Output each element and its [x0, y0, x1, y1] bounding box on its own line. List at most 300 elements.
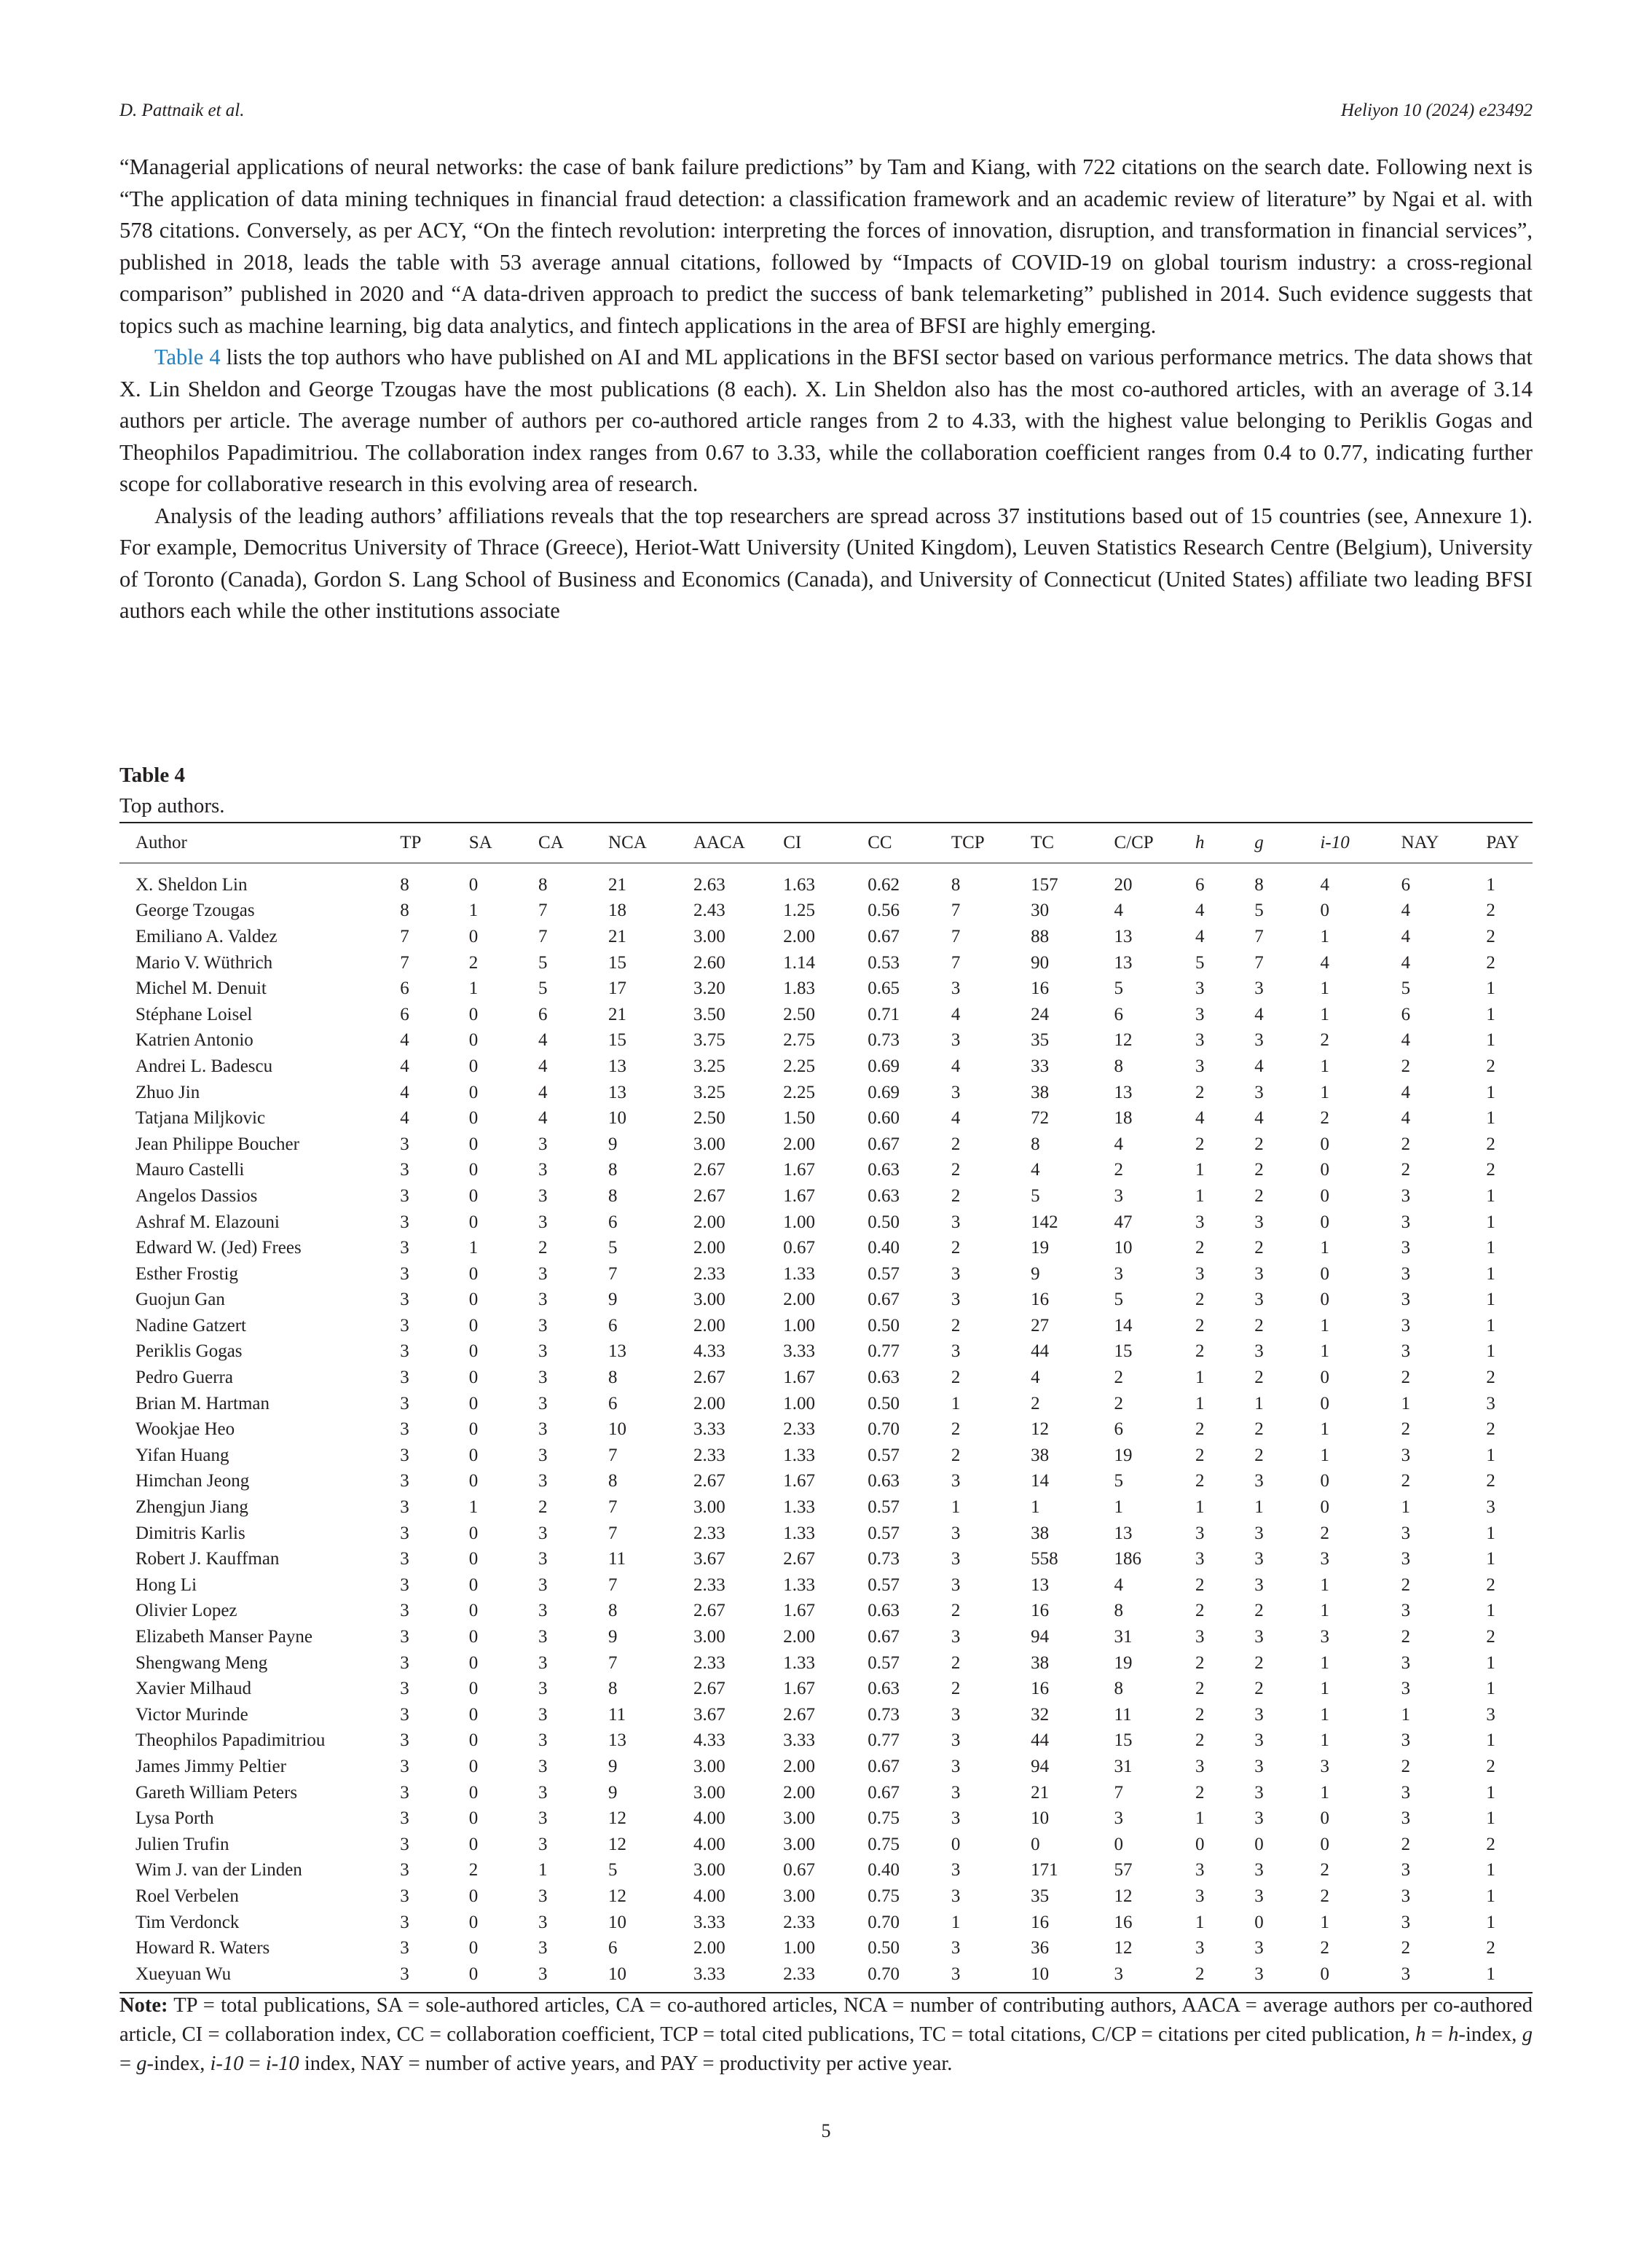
- metric-cell: 3: [384, 1961, 453, 1993]
- column-header-tcp: TCP: [935, 823, 1015, 863]
- metric-cell: 0.57: [868, 1652, 900, 1673]
- metric-cell: 3.25: [693, 1056, 725, 1076]
- metric-cell: 9: [608, 1756, 618, 1776]
- metric-cell: 2.67: [693, 1368, 725, 1388]
- metric-cell: 1: [1320, 1445, 1329, 1465]
- table-row: [119, 1158, 1533, 1184]
- metric-cell: 1.00: [783, 1393, 815, 1413]
- metric-cell: 3: [538, 1808, 548, 1829]
- metric-cell: 3: [538, 1886, 548, 1906]
- metric-cell: 3: [1254, 1808, 1264, 1829]
- metric-cell: 2.00: [783, 926, 815, 946]
- metric-cell: 8: [1254, 874, 1264, 895]
- metric-cell: 2.33: [767, 1961, 851, 1993]
- metric-cell: 3: [1195, 1263, 1205, 1284]
- author-name-cell: Wim J. van der Linden: [135, 1860, 302, 1881]
- metric-cell: 0.57: [868, 1263, 900, 1284]
- metric-cell: 1: [1401, 1497, 1411, 1518]
- metric-cell: 3: [1401, 1886, 1411, 1906]
- metric-cell: 0: [468, 1160, 479, 1180]
- metric-cell: 7: [1254, 952, 1264, 973]
- metric-cell: 3: [1195, 979, 1205, 999]
- metric-cell: 19: [1031, 1238, 1050, 1258]
- table-4-link[interactable]: Table 4: [154, 345, 221, 369]
- metric-cell: 0.67: [868, 1782, 900, 1803]
- metric-cell: 2.67: [693, 1679, 725, 1699]
- metric-cell: 3: [538, 1912, 548, 1932]
- metric-cell: 0.57: [868, 1574, 900, 1595]
- metric-cell: 3: [1195, 1030, 1205, 1051]
- metric-cell: 0.56: [868, 901, 900, 921]
- author-name-cell: Pedro Guerra: [135, 1368, 233, 1388]
- metric-cell: 0: [1254, 1912, 1264, 1932]
- metric-cell: 3: [1320, 1627, 1329, 1647]
- table-row: [119, 1780, 1533, 1806]
- metric-cell: 4: [1320, 952, 1329, 973]
- metric-cell: 1: [1320, 979, 1329, 999]
- metric-cell: 2: [1114, 1160, 1124, 1180]
- metric-cell: 0: [468, 1212, 479, 1232]
- metric-cell: 3: [1254, 1782, 1264, 1803]
- metric-cell: 0.70: [851, 1961, 935, 1993]
- metric-cell: 15: [608, 1030, 627, 1051]
- metric-cell: 10: [608, 1419, 627, 1440]
- metric-cell: 3.00: [693, 1627, 725, 1647]
- metric-cell: 21: [608, 1004, 627, 1024]
- metric-cell: 3: [1401, 1549, 1411, 1569]
- metric-cell: 3: [538, 1393, 548, 1413]
- metric-cell: 3: [1401, 1290, 1411, 1310]
- metric-cell: 8: [608, 1368, 618, 1388]
- table-row: [119, 1391, 1533, 1417]
- metric-cell: 0: [468, 1290, 479, 1310]
- author-name-cell: Himchan Jeong: [135, 1471, 250, 1491]
- metric-cell: 0: [1320, 1212, 1329, 1232]
- author-name-cell: Stéphane Loisel: [135, 1004, 253, 1024]
- metric-cell: 1: [1486, 1315, 1495, 1336]
- metric-cell: 94: [1031, 1627, 1050, 1647]
- metric-cell: 2: [1031, 1393, 1040, 1413]
- paragraph-2: [119, 342, 1533, 501]
- metric-cell: 1: [468, 1497, 479, 1518]
- metric-cell: 3: [400, 1238, 409, 1258]
- metric-cell: 0.67: [868, 926, 900, 946]
- metric-cell: 2.33: [693, 1652, 725, 1673]
- metric-cell: 1: [1486, 1030, 1495, 1051]
- table-row: [119, 1339, 1533, 1365]
- metric-cell: 2: [1320, 1860, 1329, 1881]
- metric-cell: 2: [538, 1238, 548, 1258]
- metric-cell: 0: [1320, 1834, 1329, 1854]
- metric-cell: 0.62: [868, 874, 900, 895]
- column-header-cc: CC: [851, 823, 935, 863]
- metric-cell: 5: [1254, 901, 1264, 921]
- header-journal: Heliyon 10 (2024) e23492: [1340, 101, 1533, 120]
- metric-cell: 157: [1031, 874, 1058, 895]
- author-name-cell: Yifan Huang: [135, 1445, 229, 1465]
- author-name-cell: Edward W. (Jed) Frees: [135, 1238, 302, 1258]
- metric-cell: 1: [1486, 1679, 1495, 1699]
- metric-cell: 1.67: [783, 1679, 815, 1699]
- metric-cell: 3.00: [693, 1290, 725, 1310]
- metric-cell: 4: [1031, 1160, 1040, 1180]
- metric-cell: 3: [400, 1782, 409, 1803]
- metric-cell: 3: [1254, 1030, 1264, 1051]
- metric-cell: 3: [400, 1704, 409, 1725]
- metric-cell: 16: [1031, 1679, 1050, 1699]
- metric-cell: 2: [1254, 1445, 1264, 1465]
- metric-cell: 31: [1114, 1756, 1133, 1776]
- metric-cell: 47: [1114, 1212, 1133, 1232]
- metric-cell: 4: [400, 1030, 409, 1051]
- table-caption: [119, 760, 225, 821]
- metric-cell: 0.69: [868, 1056, 900, 1076]
- metric-cell: 13: [1114, 926, 1133, 946]
- metric-cell: 2: [1254, 1160, 1264, 1180]
- metric-cell: 3: [1486, 1497, 1495, 1518]
- metric-cell: 38: [1031, 1652, 1050, 1673]
- metric-cell: 0: [468, 1004, 479, 1024]
- metric-cell: 12: [1114, 1938, 1133, 1958]
- metric-cell: 3.33: [693, 1912, 725, 1932]
- metric-cell: 0: [1304, 1961, 1385, 1993]
- author-name-cell: Ashraf M. Elazouni: [135, 1212, 280, 1232]
- table-row: [119, 1805, 1533, 1832]
- metric-cell: 3.67: [693, 1704, 725, 1725]
- metric-cell: 3: [1385, 1961, 1471, 1993]
- table-row: [119, 1287, 1533, 1314]
- metric-cell: 3: [1320, 1549, 1329, 1569]
- metric-cell: 3.33: [783, 1730, 815, 1751]
- metric-cell: 3: [400, 1912, 409, 1932]
- metric-cell: 2.67: [783, 1549, 815, 1569]
- table-row: [119, 863, 1533, 898]
- metric-cell: 2: [1486, 901, 1495, 921]
- metric-cell: 2.67: [693, 1601, 725, 1621]
- metric-cell: 0: [1254, 1834, 1264, 1854]
- metric-cell: 4: [1401, 1030, 1411, 1051]
- metric-cell: 3: [1195, 1056, 1205, 1076]
- metric-cell: 3: [1254, 1704, 1264, 1725]
- metric-cell: 2: [1254, 1185, 1264, 1206]
- metric-cell: 90: [1031, 952, 1050, 973]
- metric-cell: 1: [1486, 1782, 1495, 1803]
- metric-cell: 3: [1254, 1212, 1264, 1232]
- column-header-tp: TP: [384, 823, 453, 863]
- metric-cell: 2.50: [783, 1004, 815, 1024]
- metric-cell: 1: [1320, 1315, 1329, 1336]
- metric-cell: 0: [468, 1627, 479, 1647]
- metric-cell: 4: [400, 1082, 409, 1102]
- metric-cell: 558: [1031, 1549, 1058, 1569]
- metric-cell: 3: [538, 1263, 548, 1284]
- author-name-cell: James Jimmy Peltier: [135, 1756, 286, 1776]
- metric-cell: 9: [608, 1782, 618, 1803]
- metric-cell: 2: [468, 1860, 479, 1881]
- metric-cell: 44: [1031, 1341, 1050, 1362]
- metric-cell: 1: [1486, 1290, 1495, 1310]
- metric-cell: 16: [1031, 979, 1050, 999]
- metric-cell: 2: [1195, 1341, 1205, 1362]
- metric-cell: 8: [1114, 1056, 1124, 1076]
- metric-cell: 13: [608, 1056, 627, 1076]
- metric-cell: 0.77: [868, 1730, 900, 1751]
- metric-cell: 13: [608, 1341, 627, 1362]
- metric-cell: 12: [1031, 1419, 1050, 1440]
- metric-cell: 2: [951, 1445, 961, 1465]
- metric-cell: 3: [522, 1961, 592, 1993]
- metric-cell: 5: [1401, 979, 1411, 999]
- metric-cell: 2: [1486, 1368, 1495, 1388]
- metric-cell: 3: [951, 1574, 961, 1595]
- table-header-row: [119, 823, 1533, 863]
- metric-cell: 0: [468, 1756, 479, 1776]
- metric-cell: 0.57: [868, 1497, 900, 1518]
- metric-cell: 9: [608, 1134, 618, 1154]
- author-name-cell: Xavier Milhaud: [135, 1679, 251, 1699]
- note-text: TP = total publications, SA = sole-authored articles, CA = co-authored articles, NCA = number of contributing authors, AACA = average authors per co-authored article, CI = collaboration index, CC = collaboration coefficient, TCP = total cited publications, TC = total citations, C/CP = citations per cited publication, h = h-index, g = g-index, i-10 = i-10 index, NAY = number of active years, and PAY = productivity per active year.: [119, 1994, 1533, 2075]
- metric-cell: 1.83: [783, 979, 815, 999]
- metric-cell: 2: [1401, 1574, 1411, 1595]
- metric-cell: 3.33: [783, 1341, 815, 1362]
- metric-cell: 2.00: [783, 1290, 815, 1310]
- column-header-ci: CI: [767, 823, 851, 863]
- metric-cell: 3.00: [783, 1808, 815, 1829]
- metric-cell: 2: [1401, 1419, 1411, 1440]
- metric-cell: 2: [1195, 1782, 1205, 1803]
- metric-cell: 0.50: [868, 1938, 900, 1958]
- metric-cell: 0.50: [868, 1212, 900, 1232]
- metric-cell: 2: [1254, 1238, 1264, 1258]
- metric-cell: 3: [1401, 1263, 1411, 1284]
- metric-cell: 2.00: [783, 1134, 815, 1154]
- table-row: [119, 1209, 1533, 1236]
- metric-cell: 35: [1031, 1030, 1050, 1051]
- metric-cell: 38: [1031, 1082, 1050, 1102]
- metric-cell: 2.00: [693, 1238, 725, 1258]
- column-header-sa: SA: [453, 823, 522, 863]
- author-name-cell: Zhuo Jin: [135, 1082, 200, 1102]
- metric-cell: 2: [1320, 1108, 1329, 1129]
- metric-cell: 0: [468, 1679, 479, 1699]
- metric-cell: 3.00: [693, 1860, 725, 1881]
- metric-cell: 1: [1486, 1601, 1495, 1621]
- metric-cell: 2: [951, 1419, 961, 1440]
- metric-cell: 0: [468, 1549, 479, 1569]
- metric-cell: 10: [1114, 1238, 1133, 1258]
- metric-cell: 7: [1254, 926, 1264, 946]
- metric-cell: 36: [1031, 1938, 1050, 1958]
- metric-cell: 19: [1114, 1652, 1133, 1673]
- metric-cell: 24: [1031, 1004, 1050, 1024]
- metric-cell: 3.33: [693, 1419, 725, 1440]
- metric-cell: 3: [538, 1212, 548, 1232]
- metric-cell: 3: [1486, 1393, 1495, 1413]
- metric-cell: 3: [400, 1886, 409, 1906]
- author-name-cell: Shengwang Meng: [135, 1652, 268, 1673]
- metric-cell: 1.67: [783, 1185, 815, 1206]
- metric-cell: 2: [1254, 1652, 1264, 1673]
- metric-cell: 1: [1486, 1549, 1495, 1569]
- metric-cell: 13: [1114, 952, 1133, 973]
- metric-cell: 1.00: [783, 1938, 815, 1958]
- metric-cell: 1: [1320, 1704, 1329, 1725]
- metric-cell: 0: [468, 1574, 479, 1595]
- metric-cell: 0.63: [868, 1601, 900, 1621]
- metric-cell: 3: [1114, 1263, 1124, 1284]
- metric-cell: 11: [1114, 1704, 1132, 1725]
- metric-cell: 3: [400, 1160, 409, 1180]
- metric-cell: 3: [538, 1445, 548, 1465]
- metric-cell: 4: [400, 1056, 409, 1076]
- metric-cell: 0.40: [868, 1238, 900, 1258]
- table-row: [119, 976, 1533, 1002]
- metric-cell: 3: [1254, 1341, 1264, 1362]
- metric-cell: 2: [1320, 1030, 1329, 1051]
- metric-cell: 2: [538, 1497, 548, 1518]
- metric-cell: 1: [951, 1497, 961, 1518]
- metric-cell: 0.67: [868, 1627, 900, 1647]
- body-text: [119, 152, 1533, 627]
- column-header-nca: NCA: [592, 823, 677, 863]
- metric-cell: 0.57: [868, 1523, 900, 1543]
- metric-cell: 2: [951, 1601, 961, 1621]
- metric-cell: 2.33: [783, 1419, 815, 1440]
- metric-cell: 4.33: [693, 1730, 725, 1751]
- metric-cell: 2.60: [693, 952, 725, 973]
- metric-cell: 1.25: [783, 901, 815, 921]
- metric-cell: 94: [1031, 1756, 1050, 1776]
- table-title: Top authors.: [119, 794, 225, 817]
- metric-cell: 0.75: [868, 1886, 900, 1906]
- metric-cell: 12: [608, 1886, 627, 1906]
- page-number: 5: [821, 2120, 831, 2141]
- metric-cell: 4: [1114, 1574, 1124, 1595]
- metric-cell: 2: [1401, 1627, 1411, 1647]
- paragraph-2-text: lists the top authors who have published on AI and ML applications in the BFSI sector based on various performance metrics. The data shows that X. Lin Sheldon and George Tzougas have the most publications (8 each). X. Lin Sheldon also has the most co-authored articles, with an average of 3.14 authors per article. The average number of authors per co-authored article ranges from 2 to 4.33, with the highest value belonging to Periklis Gogas and Theophilos Papadimitriou. The collaboration index ranges from 0.67 to 3.33, while the collaboration coefficient ranges from 0.4 to 0.77, indicating further scope for collaborative research in this evolving area of research.: [119, 345, 1533, 496]
- metric-cell: 3: [951, 1782, 961, 1803]
- metric-cell: 3: [951, 1471, 961, 1491]
- metric-cell: 2: [1254, 1368, 1264, 1388]
- metric-cell: 3: [400, 1808, 409, 1829]
- metric-cell: 1.33: [783, 1523, 815, 1543]
- metric-cell: 3: [400, 1652, 409, 1673]
- metric-cell: 2: [1486, 952, 1495, 973]
- metric-cell: 3: [538, 1368, 548, 1388]
- metric-cell: 8: [538, 874, 548, 895]
- metric-cell: 2: [1401, 1134, 1411, 1154]
- metric-cell: 1: [1320, 926, 1329, 946]
- table-row: [119, 1105, 1533, 1132]
- metric-cell: 1: [1195, 1368, 1205, 1388]
- metric-cell: 0: [1320, 1368, 1329, 1388]
- metric-cell: 1: [468, 1238, 479, 1258]
- metric-cell: 0: [468, 1368, 479, 1388]
- metric-cell: 7: [608, 1497, 618, 1518]
- author-name-cell: Victor Murinde: [135, 1704, 248, 1725]
- metric-cell: 2: [951, 1368, 961, 1388]
- metric-cell: 0.67: [868, 1756, 900, 1776]
- metric-cell: 0.63: [868, 1368, 900, 1388]
- metric-cell: 1: [1486, 1808, 1495, 1829]
- metric-cell: 2: [951, 1315, 961, 1336]
- metric-cell: 3: [1401, 1601, 1411, 1621]
- metric-cell: 6: [1401, 874, 1411, 895]
- metric-cell: 16: [1114, 1912, 1133, 1932]
- metric-cell: 7: [538, 926, 548, 946]
- metric-cell: 13: [1114, 1082, 1133, 1102]
- metric-cell: 3: [951, 1886, 961, 1906]
- author-name-cell: Theophilos Papadimitriou: [135, 1730, 326, 1751]
- metric-cell: 0.63: [868, 1679, 900, 1699]
- metric-cell: 6: [538, 1004, 548, 1024]
- metric-cell: 0: [1320, 1497, 1329, 1518]
- metric-cell: 3: [400, 1368, 409, 1388]
- metric-cell: 2: [1401, 1160, 1411, 1180]
- metric-cell: 2: [1401, 1756, 1411, 1776]
- metric-cell: 10: [608, 1912, 627, 1932]
- metric-cell: 3: [951, 1704, 961, 1725]
- metric-cell: 15: [1114, 1730, 1133, 1751]
- metric-cell: 2.43: [693, 901, 725, 921]
- metric-cell: 0.63: [868, 1160, 900, 1180]
- metric-cell: 44: [1031, 1730, 1050, 1751]
- table-row: [119, 1883, 1533, 1910]
- author-name-cell: Gareth William Peters: [135, 1782, 298, 1803]
- metric-cell: 1: [1195, 1160, 1205, 1180]
- metric-cell: 3: [400, 1185, 409, 1206]
- metric-cell: 3: [1254, 1627, 1264, 1647]
- metric-cell: 3: [951, 1549, 961, 1569]
- column-header-c-cp: C/CP: [1098, 823, 1179, 863]
- metric-cell: 3: [538, 1679, 548, 1699]
- table-row: [119, 1935, 1533, 1961]
- metric-cell: 2.25: [783, 1082, 815, 1102]
- metric-cell: 3.00: [693, 1497, 725, 1518]
- metric-cell: 2.67: [693, 1185, 725, 1206]
- metric-cell: 7: [608, 1652, 618, 1673]
- metric-cell: 3.00: [693, 1782, 725, 1803]
- metric-cell: 4.00: [693, 1834, 725, 1854]
- metric-cell: 1.50: [783, 1108, 815, 1129]
- metric-cell: 3: [538, 1185, 548, 1206]
- metric-cell: 3: [400, 1679, 409, 1699]
- metric-cell: 3: [1114, 1808, 1124, 1829]
- metric-cell: 3: [400, 1471, 409, 1491]
- metric-cell: 2: [1195, 1445, 1205, 1465]
- paragraph-1: “Managerial applications of neural networks: the case of bank failure predictions” by Tam and Kiang, with 722 citations on the search date. Following next is “The application of data mining techniques in financial fraud detection: a classification framework and an academic review of literature” by Ngai et al. with 578 citations. Conversely, as per ACY, “On the fintech revolution: interpreting the forces of innovation, disruption, and transformation in financial services”, published in 2018, leads the table with 53 average annual citations, followed by “Impacts of COVID-19 on global tourism industry: a cross-regional comparison” published in 2020 and “A data-driven approach to predict the success of bank telemarketing” published in 2014. Such evidence suggests that topics such as machine learning, big data analytics, and fintech applications in the area of BFSI are highly emerging.: [119, 154, 1533, 338]
- table-row: [119, 1494, 1533, 1521]
- metric-cell: 1.33: [783, 1445, 815, 1465]
- metric-cell: 0: [453, 1961, 522, 1993]
- metric-cell: 3: [400, 1212, 409, 1232]
- metric-cell: 3: [1401, 1808, 1411, 1829]
- metric-cell: 21: [1031, 1782, 1050, 1803]
- metric-cell: 18: [1114, 1108, 1133, 1129]
- table-row: [119, 1183, 1533, 1209]
- metric-cell: 2: [1486, 1134, 1495, 1154]
- author-name-cell: Tatjana Miljkovic: [135, 1108, 266, 1129]
- metric-cell: 3: [951, 1030, 961, 1051]
- metric-cell: 3: [538, 1523, 548, 1543]
- table-row: [119, 1469, 1533, 1495]
- metric-cell: 0: [468, 1782, 479, 1803]
- metric-cell: 2: [1195, 1419, 1205, 1440]
- metric-cell: 3: [1401, 1652, 1411, 1673]
- running-header: [119, 101, 1533, 130]
- table-row: [119, 1599, 1533, 1625]
- author-name-cell: Dimitris Karlis: [135, 1523, 245, 1543]
